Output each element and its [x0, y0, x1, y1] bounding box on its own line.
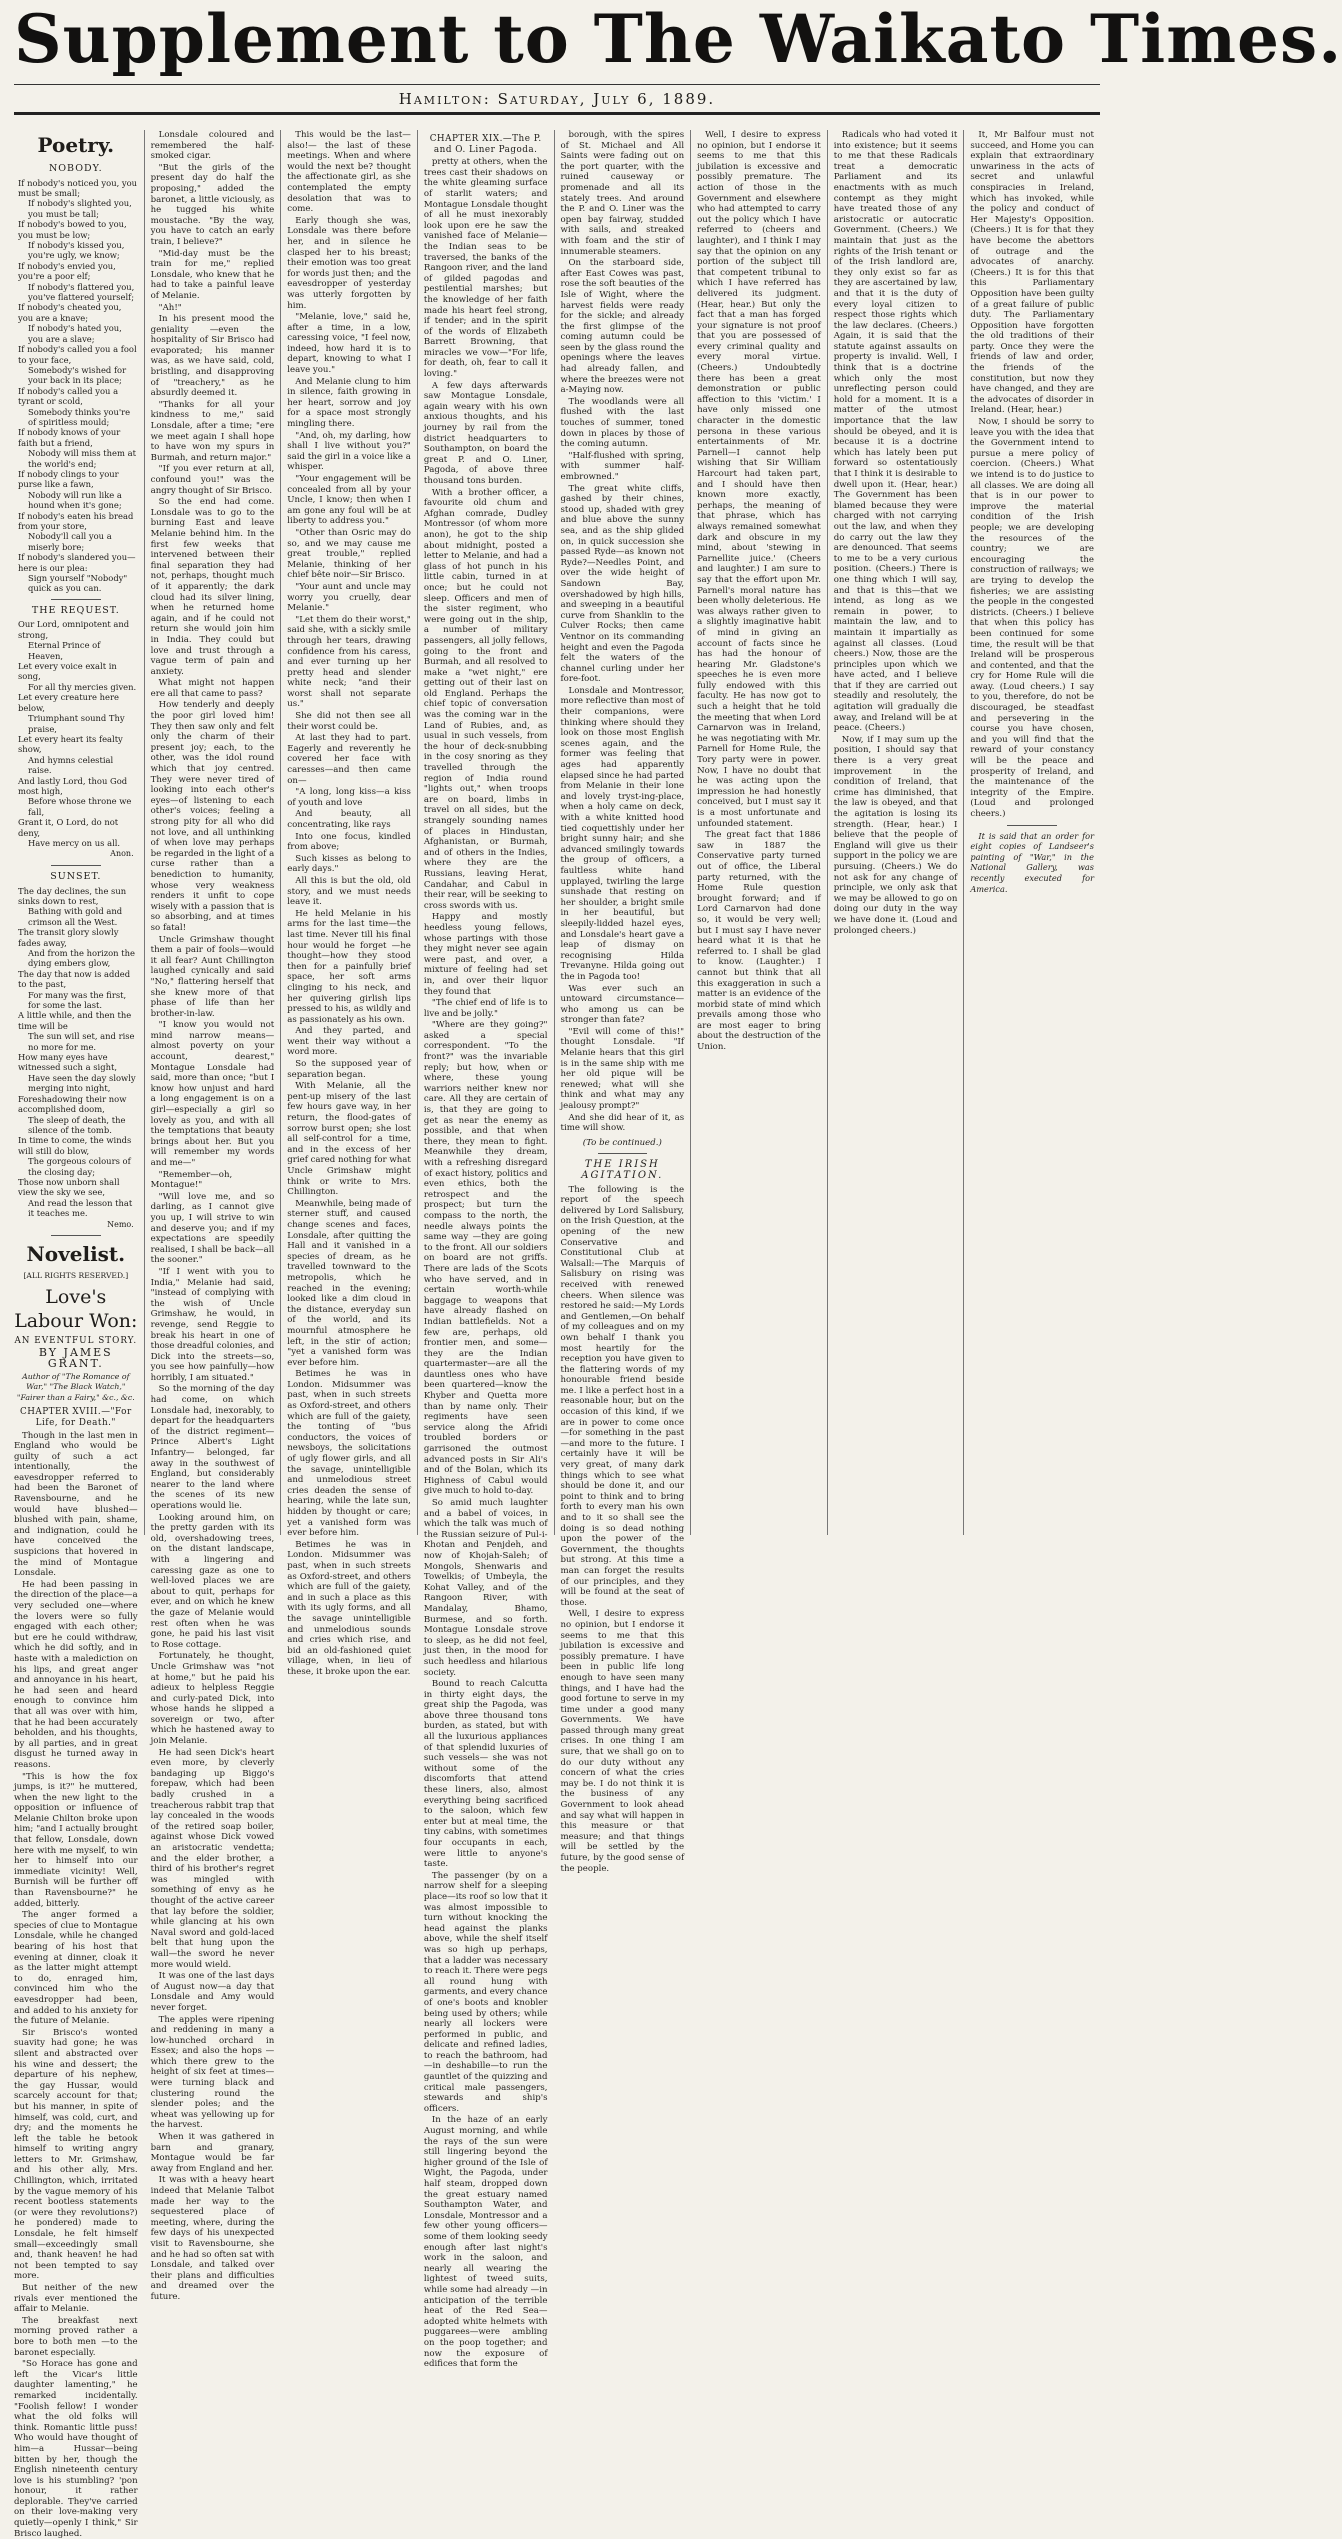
paragraph: "Ah!": [151, 303, 275, 314]
novel-author-note: Author of "The Romance of War," "The Black Watch," "Fairer than a Fairy," &c., &c.: [14, 1372, 138, 1404]
poem-line: If nobody clings to your purse like a fawn,: [18, 469, 138, 490]
column-1: [14, 130, 144, 1535]
paragraph: So amid much laughter and a babel of voices, in which the talk was much of the Russian seizure of Pul-i-Khotan and Penjdeh, and now of Khojah-Saleh; of Mongols, Shenwaris and Towelkis; of Umbeyla, the Kohat Valley, and of the Rangoon River, with Mandalay, Bhamo, Burmese, and so forth. Montague Lonsdale strove to sleep, as he did not feel, just then, in the mood for such heedless and hilarious society.: [424, 1498, 548, 1678]
poem-line: And hymns celestial raise.: [18, 755, 138, 776]
poem-line: Triumphant sound Thy praise,: [18, 713, 138, 734]
divider: [51, 1235, 100, 1236]
column-7: [827, 130, 964, 1535]
poem-line: If nobody's flattered you, you've flattered yourself;: [18, 282, 138, 303]
paragraph: "Mid-day must be the train for me," replied Lonsdale, who knew that he had to take a painful leave of Melanie.: [151, 249, 275, 302]
paragraph: "A long, long kiss—a kiss of youth and love: [287, 787, 411, 808]
paragraph: Now, I should be sorry to leave you with the idea that the Government intend to pursue a mere policy of coercion. (Cheers.) What we intend is to do justice to all classes. We are doing all that is in our power to improve the material condition of the Irish people; we are developing the resources of the country; we are encouraging the construction of railways; we are trying to develop the fisheries; we are assisting the people in the congested districts. (Cheers.) I believe that when this policy has been continued for some time, the result will be that Ireland will be prosperous and contented, and that the cry for Home Rule will die away. (Loud cheers.) I say to you, therefore, do not be discouraged, be steadfast and persevering in the course you have chosen, and you will find that the reward of your constancy will be the peace and prosperity of Ireland, and the maintenance of the integrity of the Empire. (Loud and prolonged cheers.): [970, 417, 1094, 820]
poem-line: Those now unborn shall view the sky we see,: [18, 1177, 138, 1198]
irish-agitation-heading: THE IRISH AGITATION.: [561, 1160, 685, 1181]
poem-line: Before whose throne we fall,: [18, 796, 138, 817]
paragraph: It was one of the last days of August now—a day that Lonsdale and Amy would never forget.: [151, 1971, 275, 2013]
poem-line: If nobody's called you a tyrant or scold,: [18, 386, 138, 407]
to-be-continued: (To be continued.): [561, 1138, 685, 1149]
story-text: [424, 157, 548, 2370]
paragraph: "But the girls of the present day do half the proposing," added the baronet, a little viciously, as he tugged his white moustache. "By the way, you have to catch an early train, I believe?": [151, 163, 275, 248]
paragraph: Early though she was, Lonsdale was there before her, and in silence he clasped her to his breast; their emotion was too great for words just then; and the eavesdropper of yesterday was utterly forgotten by him.: [287, 216, 411, 311]
paragraph: "Your engagement will be concealed from all by your Uncle, I know; then when I am gone any foul will be at liberty to address you.": [287, 474, 411, 527]
poem-title-nobody: NOBODY.: [14, 164, 138, 175]
paragraph: But neither of the new rivals ever mentioned the affair to Melanie.: [14, 2283, 138, 2315]
paragraph: Though in the last men in England who would be guilty of such a act intentionally, the eavesdropper referred to had been the Baronet of Ravensbourne, and he would have blushed—blushed with pain, shame, and indignation, could he have conceived the suspicions that hovered in the mind of Montague Lonsdale.: [14, 1431, 138, 1579]
footnote: It is said that an order for eight copies of Landseer's painting of "War," in the National Gallery, was recently executed for America.: [970, 831, 1094, 895]
paragraph: Into one focus, kindled from above;: [287, 832, 411, 853]
story-text: [287, 130, 411, 1678]
poem-title-request: THE REQUEST.: [14, 606, 138, 617]
paragraph: Lonsdale coloured and remembered the half-smoked cigar.: [151, 130, 275, 162]
paragraph: "Where are they going?" asked a special correspondent. "To the front?" was the invariable reply; but how, when or where, these young warriors neither knew nor care. All they are certain of is, that they are going to get as near the enemy as possible, and that when there, they mean to fight. Meanwhile they dream, with a refreshing disregard of exact history, politics and even ethics, both the retrospect and the prospect; but turn the compass to the north, the needle always points the same way —they are going to the front. All our soldiers on board are not griffs. There are lads of the Scots who have served, and in certain worth-while baggage to weapons that have already flashed on Indian battlefields. Not a few are, perhaps, old frontier men, and some—they are the Indian quartermaster—are all the dauntless ones who have been quartered—know the Khyber and Quetta more than by name only. Their regiments have seen service along the Afridi troubled borders or garrisoned the outmost advanced posts in Sir Ali's and of the Bolan, which its Highness of Cabul would give much to hold to-day.: [424, 1020, 548, 1497]
paragraph: "Other than Osric may do so, and we may cause me great trouble," replied Melanie, thinking of her chief bête noir—Sir Brisco.: [287, 528, 411, 581]
divider: [1007, 825, 1056, 826]
poem-line: The gorgeous colours of the closing day;: [18, 1156, 138, 1177]
paragraph: Betimes he was in London. Midsummer was past, when in such streets as Oxford-street, and others which are full of the gaiety, and in such a place as this with its ugly forms, and all the savage unintelligible and unmelodious sounds and cries which rise, and bid an old-fashioned quiet village, when, in lieu of these, it broke upon the ear.: [287, 1540, 411, 1678]
poem-line: Grant it, O Lord, do not deny,: [18, 817, 138, 838]
paragraph: A few days afterwards saw Montague Lonsdale, again weary with his own anxious thoughts, and his journey by rail from the district headquarters to Southampton, on board the great P. and O. Liner, Pagoda, of above three thousand tons burden.: [424, 381, 548, 487]
poem-line: Have mercy on us all.: [18, 838, 138, 848]
paragraph: On the starboard side, after East Cowes was past, rose the soft beauties of the Isle of Wight, where the harvest fields were ready for the sickle; and already the first glimpse of the coming autumn could be seen by the glass round the openings where the leaves had already fallen, and where the breezes were not a-Maying now.: [561, 258, 685, 396]
dateline-date: Saturday, July 6, 1889.: [498, 90, 716, 108]
paragraph: The passenger (by on a narrow shelf for a sleeping place—its roof so low that it was almost impossible to turn without knocking the head against the planks above, while the shelf itself was so high up perhaps, that a ladder was necessary to reach it. There were pegs all round hung with garments, and every chance of one's boots and knobler being used by others; while nearly all lockers were performed in public, and delicate and refined ladies, to reach the bathroom, had—in deshabille—to run the gauntlet of the quizzing and critical male passengers, stewards and ship's officers.: [424, 1871, 548, 2115]
paragraph: The breakfast next morning proved rather a bore to both men —to the baronet especially.: [14, 2316, 138, 2358]
poem-line: Somebody thinks you're of spiritless mould;: [18, 407, 138, 428]
paragraph: At last they had to part. Eagerly and reverently he covered her face with caresses—and then came on—: [287, 733, 411, 786]
dateline-place: Hamilton:: [399, 90, 491, 108]
dateline: [14, 88, 1100, 110]
paragraph: borough, with the spires of St. Michael and All Saints were fading out on the port quarter, with the ruined causeway or promenade and all its stately trees. And around the P. and O. Liner was the open bay fairway, studded with sails, and streaked with foam and the stir of innumerable steamers.: [561, 130, 685, 257]
article-text: [561, 1185, 685, 1875]
poem-line: Eternal Prince of Heaven,: [18, 640, 138, 661]
paragraph: And they parted, and went their way without a word more.: [287, 1026, 411, 1058]
poem-line: And read the lesson that it teaches me.: [18, 1198, 138, 1219]
poem-nobody: [14, 178, 138, 594]
paragraph: "The chief end of life is to live and be jolly.": [424, 998, 548, 1019]
paragraph: So the end had come. Lonsdale was to go to the burning East and leave Melanie behind him. In the first few weeks that intervened between their final separation they had not, perhaps, thought much of it apparently; the dark cloud had its silver lining, when he returned home again, and if he could not return she would join him in India. They could but love and trust through a vague term of pain and anxiety.: [151, 497, 275, 677]
columns: [14, 130, 1100, 1535]
poem-line: And lastly Lord, thou God most high,: [18, 776, 138, 797]
chapter-heading: CHAPTER XVIII.—"For Life, for Death.": [14, 1407, 138, 1428]
masthead-rule: [14, 84, 1100, 85]
paragraph: Well, I desire to express no opinion, but I endorse it seems to me that this jubilation is excessive and possibly premature. The action of those in the Government and elsewhere who had attempted to carry out the policy which I have referred to (cheers and laughter), and I think I may say that the opinion on any portion of the subject till that competent tribunal to which I have referred has delivered its judgment. (Hear, hear.) But only the fact that a man has forged your signature is not proof that you are possessed of every criminal quality and every moral virtue. (Cheers.) Undoubtedly there has been a great demonstration or public affection to this 'victim.' I have only missed one character in the domestic persona in these various entertainments of Mr. Parnell—I cannot help wishing that Sir William Harcourt had taken part, and I should have then known more exactly, perhaps, the meaning of that phrase, which has always remained somewhat dark and obscure in my mind, about 'stewing in Parnellite juice.' (Cheers and laughter.) I am sure to say that the effort upon Mr. Parnell's moral nature has been wholly deleterious. He was always rather given to a slightly imaginative habit of mind in giving an account of facts since he has had the honour of hearing Mr. Gladstone's speeches he is even more fully endowed with this faculty. He has now got to such a height that he told the meeting that when Lord Carnarvon was in Ireland, he was negotiating with Mr. Parnell for Home Rule, the Tory party were in power. Now, I have no doubt that he was acting upon the impression he had honestly conceived, but I must say it is a most unfortunate and unfounded statement.: [697, 130, 821, 829]
poem-line: And from the horizon the dying embers glow,: [18, 948, 138, 969]
paragraph: And Melanie clung to him in silence, faith growing in her heart, sorrow and joy for a space most strongly mingling there.: [287, 377, 411, 430]
paragraph: Was ever such an untoward circumstance—who among us can be stronger than fate?: [561, 984, 685, 1026]
poem-line: Sign yourself "Nobody" quick as you can.: [18, 573, 138, 594]
poem-line: Somebody's wished for your back in its place;: [18, 365, 138, 386]
paragraph: Uncle Grimshaw thought them a pair of fools—would it all fear? Aunt Chillington laughed cynically and said "No," flattering herself that she knew more of that phase of life than her brother-in-law.: [151, 935, 275, 1020]
poem-line: Nobody will run like a hound when it's gone;: [18, 490, 138, 511]
paragraph: "Half-flushed with spring, with summer half-embrowned.": [561, 451, 685, 483]
paragraph: In his present mood the geniality —even the hospitality of Sir Brisco had evaporated; his manner was, as we have said, cold, bristling, and disapproving of "treachery," as he absurdly deemed it.: [151, 314, 275, 399]
novel-title: Love's Labour Won:: [14, 1285, 138, 1333]
column-3: [280, 130, 417, 1535]
story-text: [14, 1431, 138, 2539]
dateline-rule: [14, 112, 1100, 115]
paragraph: "And, oh, my darling, how shall I live without you?" said the girl in a voice like a whisper.: [287, 431, 411, 473]
paragraph: The woodlands were all flushed with the last touches of summer, toned down in places by those of the coming autumn.: [561, 397, 685, 450]
paragraph: And beauty, all concentrating, like rays: [287, 809, 411, 830]
article-text: [834, 130, 958, 936]
novel-author: BY JAMES GRANT.: [14, 1348, 138, 1369]
story-text: [561, 130, 685, 1134]
paragraph: He held Melanie in his arms for the last time—the last time. Never till his final hour would he forget —he thought—how they stood then for a painfully brief space, her soft arms clinging to his neck, and her quivering girlish lips pressed to his, as wildly and as passionately as his own.: [287, 909, 411, 1026]
column-2: [144, 130, 281, 1535]
paragraph: All this is but the old, old story, and we must needs leave it.: [287, 876, 411, 908]
paragraph: "I know you would not mind narrow means—almost poverty on your account, dearest," Montague Lonsdale had said, more than once; "but I know how unjust and hard a long engagement is on a girl—especially a girl so lovely as you, and with all the temptations that beauty brings about her. But you will remember my words and me—": [151, 1020, 275, 1168]
novel-subtitle: AN EVENTFUL STORY.: [14, 1336, 138, 1347]
poem-line: The transit glory slowly fades away,: [18, 927, 138, 948]
paragraph: So the supposed year of separation began.: [287, 1059, 411, 1080]
paragraph: The following is the report of the speech delivered by Lord Salisbury, on the Irish Question, at the opening of the new Conservative and Constitutional Club at Walsall:—The Marquis of Salisbury on rising was received with renewed cheers. When silence was restored he said:—My Lords and Gentlemen,—On behalf of my colleagues and on my own behalf I thank you most heartily for the reception you have given to the flattering words of my honourable friend beside me. I like a perfect host in a reasonable hour, but on the occasion of this kind, if we are in power to come once—for something in the past—and more to the future. I certainly have it will be very great, of many dark things which to see what should be done it, and our point to think and to bring forth to every man his own and to it so shall see the doing is so dead nothing upon the power of the Government, the thoughts but strong. At this time a man can forget the results of our principles, and they will be found at the seat of those.: [561, 1185, 685, 1609]
paragraph: What might not happen ere all that came to pass?: [151, 678, 275, 699]
poetry-heading: Poetry.: [14, 132, 138, 158]
novelist-heading: Novelist.: [14, 1241, 138, 1267]
poem-line: If nobody's called you a fool to your face,: [18, 344, 138, 365]
poem-line: Nobody'll call you a miserly bore;: [18, 531, 138, 552]
poem-line: For many was the first, for some the last.: [18, 990, 138, 1011]
poem-line: If nobody's eaten his bread from your store,: [18, 511, 138, 532]
poem-line: If nobody's slandered you—here is our plea:: [18, 552, 138, 573]
poem-line: Our Lord, omnipotent and strong,: [18, 619, 138, 640]
paragraph: He had been passing in the direction of the place—a very secluded one—where the lovers were so fully engaged with each other; but ere he could withdraw, which he did softly, and in haste with a malediction on his lips, and great anger and annoyance in his heart, he had seen and heard enough to convince him that all was over with him, that he had been accurately beholden, and his thoughts, by all parties, and in great disgust he turned away in reasons.: [14, 1580, 138, 1771]
paragraph: Lonsdale and Montressor, more reflective than most of their companions, were thinking where should they look on those most English scenes again, and the former was feeling that ages had apparently elapsed since he had parted from Melanie in their lone and lovely tryst-ing-place, when a holy came on deck, with a white knitted hood tied coquettishly under her bright sunny hair; and she advanced smilingly towards the group of officers, a faultless white hand upplayed, twirling the large sunshade that resting on her shoulder, a bright smile in her beautiful, but sleepily-lidded hazel eyes, and Lonsdale's heart gave a leap of dismay on recognising Hilda Trevanyne. Hilda going out the in Pagoda too!: [561, 686, 685, 983]
poem-line: The day that now is added to the past,: [18, 969, 138, 990]
article-text: [970, 130, 1094, 820]
paragraph: Now, if I may sum up the position, I should say that there is a very great improvement in the condition of Ireland, that crime has diminished, that the law is obeyed, and that the agitation is losing its strength. (Hear, hear.) I believe that the people of England will give us their support in the policy we are pursuing. (Cheers.) We do not ask for any change of principle, we only ask that we may be allowed to go on doing our duty in the way we have done it. (Loud and prolonged cheers.): [834, 735, 958, 936]
paragraph: "So Horace has gone and left the Vicar's little daughter lamenting," he remarked incidentally. "Foolish fellow! I wonder what the old folks will think. Romantic little puss! Who would have thought of him—a Hussar—being bitten by her, though the English nineteenth century love is his stumbling? 'pon honour, it rather deplorable. They've carried on their love-making very quietly—openly I think," Sir Brisco laughed.: [14, 2359, 138, 2539]
paragraph: Looking around him, on the pretty garden with its old, overshadowing trees, on the distant landscape, with a lingering and caressing gaze as one to well-loved places we are about to quit, perhaps for ever, and on which he knew the gaze of Melanie would rest often when he was gone, he paid his last visit to Rose cottage.: [151, 1513, 275, 1651]
poem-line: If nobody's bowed to you, you must be low;: [18, 219, 138, 240]
poem-line: Let every heart its fealty show,: [18, 734, 138, 755]
paragraph: The great white cliffs, gashed by their chines, stood up, shaded with grey and blue above the sunny sea, and as the ship glided on, in quick succession she passed Ryde—as known not Ryde?—Needles Point, and over the wide height of Sandown Bay, overshadowed by high hills, and sweeping in a beautiful curve from Shanklin to the Culver Rocks; then came Ventnor on its commanding height and even the Pagoda felt the waters of the channel curling under her fore-foot.: [561, 484, 685, 685]
poem-signature: Nemo.: [14, 1220, 134, 1231]
divider: [51, 865, 100, 866]
poem-line: If nobody's slighted you, you must be tall;: [18, 198, 138, 219]
poem-line: How many eyes have witnessed such a sight,: [18, 1052, 138, 1073]
poem-sunset: [14, 886, 138, 1219]
paragraph: He had seen Dick's heart even more, by cleverly bandaging up Biggo's forepaw, which had been badly crushed in a treacherous rabbit trap that lay concealed in the woods of the retired soap boiler, against whose Dick vowed an aristocratic vendetta; and the elder brother, a third of his brother's regret was mingled with something of envy as he thought of the active career that lay before the soldier, while glancing at his own Naval sword and gold-laced belt that hung upon the wall—the sword he never more would wield.: [151, 1748, 275, 1970]
paragraph: Happy and mostly heedless young fellows, whose partings with those they might never see again were past, and over, a mixture of feeling had set in, and over their liquor they found that: [424, 912, 548, 997]
paragraph: "Will love me, and so darling, as I cannot give you up, I will strive to win and deserve you; and if my expectations are speedily realised, I shall be back—all the sooner.": [151, 1192, 275, 1266]
paragraph: "Melanie, love," said he, after a time, in a low, caressing voice, "I feel now, indeed, how hard it is to depart, knowing to what I leave you.": [287, 312, 411, 376]
poem-line: For all thy mercies given.: [18, 682, 138, 692]
poem-line: Let every voice exalt in song,: [18, 661, 138, 682]
column-4: [417, 130, 554, 1535]
paragraph: The anger formed a species of clue to Montague Lonsdale, while he changed bearing of his host that evening at dinner, cloak it as the latter might attempt to do, enraged him, convinced him who the eavesdropper had been, and added to his anxiety for the future of Melanie.: [14, 1910, 138, 2027]
paragraph: So the morning of the day had come, on which Lonsdale had, inexorably, to depart for the headquarters of the district regiment— Prince Albert's Light Infantry— belonged, far away in the southwest of England, but considerably nearer to the land where the scenes of its new operations would lie.: [151, 1384, 275, 1511]
poem-line: If nobody's noticed you, you must be small;: [18, 178, 138, 199]
poem-line: Nobody will miss them at the world's end;: [18, 448, 138, 469]
article-text: [697, 130, 821, 1053]
paragraph: Fortunately, he thought, Uncle Grimshaw was "not at home," but he paid his adieux to helpless Reggie and curly-pated Dick, into whose hands he slipped a sovereign or two, after which he hastened away to join Melanie.: [151, 1651, 275, 1746]
divider: [51, 599, 100, 600]
paragraph: In the haze of an early August morning, and while the rays of the sun were still lingering beyond the higher ground of the Isle of Wight, the Pagoda, under half steam, dropped down the great estuary named Southampton Water, and Lonsdale, Montressor and a few other young officers—some of them looking seedy enough after last night's work in the saloon, and nearly all wearing the lightest of tweed suits, while some had already —in anticipation of the terrible heat of the Red Sea—adopted white helmets with puggarees—were ambling on the poop together; and now the exposure of edifices that form the: [424, 2115, 548, 2369]
poem-line: Bathing with gold and crimson all the West.: [18, 906, 138, 927]
paragraph: "Thanks for all your kindness to me," said Lonsdale, after a time; "ere we meet again I shall hope to have won my spurs in Burmah, and return major.": [151, 400, 275, 464]
paragraph: She did not then see all their worst could be.: [287, 711, 411, 732]
poem-line: If nobody's cheated you, you are a knave;: [18, 302, 138, 323]
rights-note: [ALL RIGHTS RESERVED.]: [14, 1271, 138, 1282]
paragraph: Meanwhile, being made of sterner stuff, and caused change scenes and faces, Lonsdale, after quitting the Hall and it vanished in a species of dream, as he travelled townward to the metropolis, which he reached in the evening; looked like a dim cloud in the distance, everyday sun of the world, and its mournful atmosphere he left, in the stir of action; "yet a vanished form was ever before him.: [287, 1199, 411, 1369]
paragraph: Well, I desire to express no opinion, but I endorse it seems to me that this jubilation is excessive and possibly premature. I have been in public life long enough to have seen many things, and I have had the good fortune to serve in my time under a good many Governments. We have passed through many great crises. In one thing I am sure, that we shall go on to do our duty without any concern of what the cries may be. I do not think it is the business of any Government to look ahead and say what will happen in this measure or that measure; and that things will be settled by the future, by the good sense of the people.: [561, 1609, 685, 1874]
poem-request: [14, 619, 138, 848]
paragraph: "If you ever return at all, confound you!" was the angry thought of Sir Brisco.: [151, 464, 275, 496]
poem-line: The day declines, the sun sinks down to rest,: [18, 886, 138, 907]
poem-line: Have seen the day slowly merging into night,: [18, 1073, 138, 1094]
paragraph: "Let them do their worst," said she, with a sickly smile through her tears, drawing confidence from his caress, and ever turning up her pretty head and slender white neck; "and their worst shall not separate us.": [287, 615, 411, 710]
paragraph: Betimes he was in London. Midsummer was past, when in such streets as Oxford-street, and others which are full of the gaiety, the tonting of "bus conductors, the voices of newsboys, the solicitations of ugly flower girls, and all the savage, unintelligible and unmelodious street cries deaden the sense of hearing, while the late sun, hidden by thought or care; yet a vanished form was ever before him.: [287, 1369, 411, 1539]
story-text: [151, 130, 275, 2303]
poem-line: Foreshadowing their now accomplished doom,: [18, 1094, 138, 1115]
paragraph: With Melanie, all the pent-up misery of the last few hours gave way, in her return, the flood-gates of sorrow burst open; she lost all self-control for a time, and in the excess of her grief cared nothing for what Uncle Grimshaw might think or write to Mrs. Chillington.: [287, 1081, 411, 1198]
paragraph: Sir Brisco's wonted suavity had gone; he was silent and abstracted over his wine and dessert; the departure of his nephew, the gay Hussar, would scarcely account for that; but his manner, in spite of himself, was cold, curt, and dry; and the moments he left the table he betook himself to writing angry letters to Mr. Grimshaw, and his other ally, Mrs. Chillington, which, irritated by the vague memory of his recent bootless statements (or were they revolutions?) he pondered) made to Lonsdale, he felt himself small—exceedingly small and, thank heaven! he had not been tempted to say more.: [14, 2028, 138, 2282]
poem-line: In time to come, the winds will still do blow,: [18, 1135, 138, 1156]
masthead-title: Supplement to The Waikato Times.: [14, 0, 1100, 78]
poem-line: Let every creature here below,: [18, 692, 138, 713]
poem-line: If nobody's hated you, you are a slave;: [18, 323, 138, 344]
poem-line: The sun will set, and rise no more for me.: [18, 1031, 138, 1052]
paragraph: It, Mr Balfour must not succeed, and Home you can explain that extraordinary unwariness in the acts of secret and unlawful conspiracies in Ireland, which has invoked, while the policy and conduct of Her Majesty's Opposition. (Cheers.) It is for that they have become the abettors of outrage and the advocates of anarchy. (Cheers.) It is for this that this Parliamentary Opposition have been guilty of a great failure of public duty. The Parliamentary Opposition have forgotten the old traditions of their party. Once they were the friends of law and order, the friends of the constitution, but now they have changed, and they are the advocates of disorder in Ireland. (Hear, hear.): [970, 130, 1094, 416]
paragraph: Such kisses as belong to early days.": [287, 854, 411, 875]
paragraph: "If I went with you to India," Melanie had said, "instead of complying with the wish of Uncle Grimshaw, he would, in revenge, send Reggie to break his heart in one of those dreadful colonies, and Dick into the streets—so, you see how painfully—how horribly, I am situated.": [151, 1267, 275, 1384]
poem-line: If nobody's envied you, you're a poor elf;: [18, 261, 138, 282]
paragraph: The apples were ripening and reddening in many a low-hunched orchard in Essex; and also the hops —which there grew to the height of six feet at times—were turning black and clustering round the slender poles; and the wheat was yellowing up for the harvest.: [151, 2015, 275, 2132]
paragraph: "Remember—oh, Montague!": [151, 1170, 275, 1191]
paragraph: When it was gathered in barn and granary, Montague would be far away from England and her.: [151, 2132, 275, 2174]
paragraph: "This is how the fox jumps, is it?" he muttered, when the new light to the opposition or influence of Melanie Chilton broke upon him; "and I actually brought that fellow, Lonsdale, down here with me myself, to win her to himself into our immediate vicinity! Well, Burnish will be further off than Ravensbourne?" he added, bitterly.: [14, 1772, 138, 1910]
poem-line: If nobody knows of your faith but a friend,: [18, 427, 138, 448]
paragraph: How tenderly and deeply the poor girl loved him! They then saw only and felt only the charm of their present joy; each, to the other, was the idol round which that joy centred. They were never tired of looking into each other's eyes—of listening to each other's voices; feeling a strong pity for all who did not love, and all unthinking of when love may perhaps be regarded in the light of a curse rather than a benediction to humanity, whose very weakness renders it unfit to cope wisely with a passion that is so absorbing, and at times so fatal!: [151, 700, 275, 933]
poem-title-sunset: SUNSET.: [14, 872, 138, 883]
paragraph: Radicals who had voted it into existence; but it seems to me that these Radicals treat a democratic Parliament and its enactments with as much contempt as they might have treated those of any aristocratic or autocratic Government. (Cheers.) We maintain that just as the rights of the Irish tenant or of the Irish landlord are, they only exist so far as they are ascertained by law, and that it is the duty of every loyal citizen to respect those rights which the law declares. (Cheers.) Again, it is said that the statute against assaults on property is invalid. Well, I think that is a doctrine which only the most unreflecting person could hold for a moment. It is a matter of the utmost importance that the law should be obeyed, and it is because it is a doctrine which has lately been put forward so ostentatiously that I think it is desirable to dwell upon it. (Hear, hear.) The Government has been blamed because they were charged with not carrying out the law, and when they do carry out the law they are denounced. That seems to me to be a very curious position. (Cheers.) There is one thing which I will say, and that is this—that we intend, as long as we remain in power, to maintain the law, and to maintain it impartially as against all classes. (Loud cheers.) Now, those are the principles upon which we have acted, and I believe that if they are carried out steadily and resolutely, the agitation will gradually die away, and Ireland will be at peace. (Cheers.): [834, 130, 958, 734]
paragraph: With a brother officer, a favourite old chum and Afghan comrade, Dudley Montressor (of whom more anon), he got to the ship about midnight, posted a letter to Melanie, and had a glass of hot punch in his little cabin, turned in at once; but he could not sleep. Officers and men of the sister regiment, who were going out in the ship, a number of military passengers, all jolly fellows, going to the front and Burmah, and all resolved to make a "wet night," ere getting out of their last on old England. Perhaps the chief topic of conversation was the coming war in the Land of Rubies, and, as usual in such vessels, from the hour of deck-snubbing in the cosy snoring as they travelled through the region of India round "lights out," when troops are on board, limbs in travel on all sides, but the strangely sounding names of places in Hindustan, Afghanistan, or Burmah, and of others in the Indies, where they are the Russians, leaving Herat, Candahar, and Cabul in their rear, will be seeking to cross swords with us.: [424, 488, 548, 912]
paragraph: "Evil will come of this!" thought Lonsdale. "If Melanie hears that this girl is in the same ship with me her old pique will be renewed; what will she think and what may any jealousy prompt?": [561, 1027, 685, 1112]
poem-signature: Anon.: [14, 849, 134, 860]
paragraph: "Your aunt and uncle may worry you cruelly, dear Melanie.": [287, 582, 411, 614]
column-5: [554, 130, 691, 1535]
chapter-heading: CHAPTER XIX.—The P. and O. Liner Pagoda.: [424, 134, 548, 155]
paragraph: It was with a heavy heart indeed that Melanie Talbot made her way to the sequestered place of meeting, where, during the few days of his unexpected visit to Ravensbourne, she and he had so often sat with Lonsdale, and talked over their plans and difficulties and dreamed over the future.: [151, 2175, 275, 2302]
divider: [598, 1153, 647, 1154]
column-6: [690, 130, 827, 1535]
poem-line: A little while, and then the time will be: [18, 1010, 138, 1031]
paragraph: This would be the last—also!— the last of these meetings. When and where would the next be? thought the affectionate girl, as she contemplated the empty desolation that was to come.: [287, 130, 411, 215]
paragraph: Bound to reach Calcutta in thirty eight days, the great ship the Pagoda, was above three thousand tons burden, as stated, but with all the luxurious appliances of that splendid luxuries of such vessels— she was not without some of the discomforts that attend these liners, also, almost everything being sacrificed to the saloon, which few enter but at meal time, the tiny cabins, with sometimes four occupants in each, were little to anyone's taste.: [424, 1679, 548, 1870]
paragraph: The great fact that 1886 saw in 1887 the Conservative party turned out of office, the Liberal party returned, with the Home Rule question brought forward; and if Lord Carnarvon had done so, it would be very well; but I must say I have never heard what it is that he referred to. I shall be glad to know. (Laughter.) I cannot but think that all this exaggeration in such a matter is an evidence of the morbid state of mind which prevails among those who are most eager to bring about the destruction of the Union.: [697, 830, 821, 1052]
paragraph: pretty at others, when the trees cast their shadows on the white gleaming surface of starlit waters; and Montague Lonsdale thought of all he must inexorably look upon ere he saw the vanished face of Melanie—the Indian seas to be traversed, the banks of the Rangoon river, and the land of gilded pagodas and pestilential marshes; but the knowledge of her faith made his heart feel strong, if tender; and in the spirit of the words of Elizabeth Barrett Browning, that miracles we vow—"For life, for death, oh, fear to call it loving.": [424, 157, 548, 379]
poem-line: The sleep of death, the silence of the tomb.: [18, 1115, 138, 1136]
column-8: [963, 130, 1100, 1535]
paragraph: And she did hear of it, as time will show.: [561, 1113, 685, 1134]
poem-line: If nobody's kissed you, you're ugly, we know;: [18, 240, 138, 261]
